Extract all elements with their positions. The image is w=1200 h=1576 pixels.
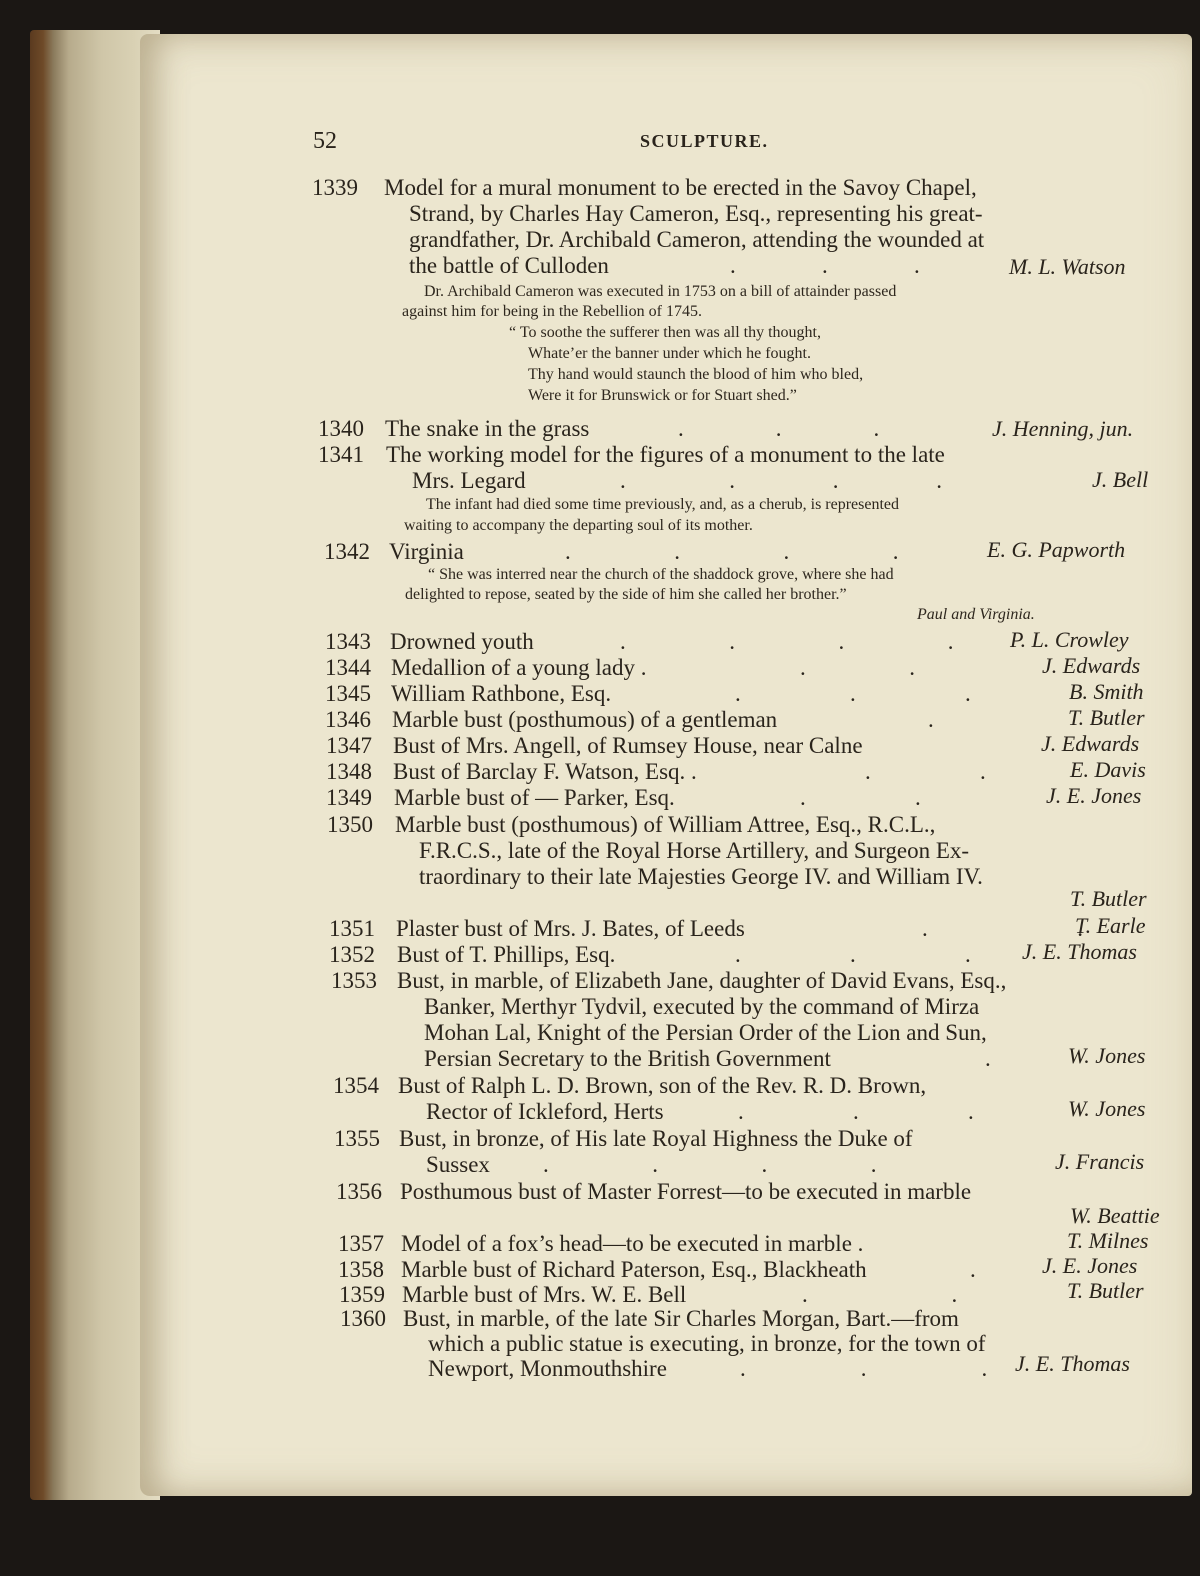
artist-name: W. Beattie [1070,1203,1160,1228]
entry-number: 1351 [329,916,375,941]
entry-number: 1342 [324,539,370,564]
artist-name: T. Butler [1067,1278,1144,1303]
entry-note-line: Dr. Archibald Cameron was executed in 1753 on a bill of attainder passed [424,283,897,300]
entry-number: 1349 [326,785,372,810]
leader-dots: . [985,1046,991,1071]
entry-title: Posthumous bust of Master Forrest—to be executed in marble [400,1179,972,1204]
running-title: SCULPTURE. [640,131,769,151]
entry-number: 1346 [325,707,371,732]
verse-line: Thy hand would staunch the blood of him who bled, [528,366,864,383]
entry-title: Virginia [389,539,464,564]
leader-dots: . [928,707,934,732]
entry-title-line: The working model for the figures of a monument to the late [386,442,945,467]
entry-number: 1359 [339,1282,385,1307]
leader-dots: . . . [740,1356,988,1381]
entry-title: Plaster bust of Mrs. J. Bates, of Leeds [396,916,745,941]
entry-note-line: “ She was interred near the church of the shaddock grove, where she had [428,566,894,583]
leader-dots: . . . . [620,468,942,493]
quote-source: Paul and Virginia. [917,606,1035,623]
artist-name: J. E. Jones [1042,1253,1138,1278]
artist-name: E. Davis [1070,757,1146,782]
entry-title-line: Mrs. Legard [412,468,526,493]
entry-title-line: Model for a mural monument to be erected in the Savoy Chapel, [384,175,977,200]
entry-number: 1353 [331,968,377,993]
artist-name: W. Jones [1068,1096,1146,1121]
verse-line: “ To soothe the sufferer then was all thy thought, [509,324,821,341]
verse-line: Whate’er the banner under which he fought. [528,345,811,362]
entry-title-line: Rector of Ickleford, Herts [426,1099,664,1124]
artist-name: J. Edwards [1041,731,1140,756]
leader-dots: . . . . [543,1152,877,1177]
artist-name: T. Earle [1075,913,1146,938]
entry-title: Drowned youth [390,629,534,654]
entry-title: Model of a fox’s head—to be executed in marble . [401,1231,864,1256]
verse-line: Were it for Brunswick or for Stuart shed.” [528,387,797,404]
entry-number: 1357 [338,1231,384,1256]
entry-title-line: F.R.C.S., late of the Royal Horse Artillery, and Surgeon Ex- [419,838,970,863]
entry-title-line: Sussex [426,1152,490,1177]
artist-name: J. Bell [1092,467,1149,492]
entry-number: 1344 [325,655,371,680]
entry-title-line: Bust, in bronze, of His late Royal Highness the Duke of [399,1126,913,1151]
entry-title: Marble bust of — Parker, Esq. [394,785,675,810]
entry-title: William Rathbone, Esq. [391,681,612,706]
entry-number: 1350 [327,812,373,837]
artist-name: W. Jones [1068,1043,1146,1068]
entry-title-line: Persian Secretary to the British Government [424,1046,831,1071]
artist-name: P. L. Crowley [1010,627,1129,652]
artist-name: B. Smith [1069,679,1144,704]
leader-dots: . . [800,655,915,680]
artist-name: T. Milnes [1067,1228,1149,1253]
leader-dots: . . [800,785,921,810]
artist-name: J. E. Jones [1046,783,1142,808]
entry-note-line: delighted to repose, seated by the side of him she called her brother.” [405,586,847,603]
entry-number: 1354 [333,1073,379,1098]
entry-title: Medallion of a young lady . [391,655,647,680]
artist-name: E. G. Papworth [987,537,1126,562]
entry-title-line: grandfather, Dr. Archibald Cameron, attending the wounded at [409,227,985,252]
artist-name: J. E. Thomas [1015,1351,1130,1376]
leader-dots: . . . [678,416,880,441]
entry-number: 1355 [334,1126,380,1151]
leader-dots: . . . [735,681,971,706]
leader-dots: . . . . [565,539,899,564]
entry-title-line: Bust of Ralph L. D. Brown, son of the Rev. R. D. Brown, [398,1073,927,1098]
entry-number: 1348 [326,759,372,784]
artist-name: J. E. Thomas [1022,939,1137,964]
artist-name: J. Henning, jun. [992,416,1134,441]
entry-title-line: which a public statue is executing, in bronze, for the town of [428,1331,986,1356]
leader-dots: . . . [730,253,920,278]
page-number: 52 [313,128,337,154]
entry-number: 1352 [329,942,375,967]
entry-title: Bust of Barclay F. Watson, Esq. . [393,759,697,784]
leader-dots: . . . [735,942,971,967]
entry-title: Bust of T. Phillips, Esq. [397,942,616,967]
entry-title-line: traordinary to their late Majesties George IV. and William IV. [419,864,983,889]
artist-name: T. Butler [1068,705,1145,730]
leader-dots: . . [802,1282,958,1307]
entry-number: 1341 [318,442,364,467]
entry-title-line: Mohan Lal, Knight of the Persian Order of the Lion and Sun, [424,1020,987,1045]
entry-number: 1345 [325,681,371,706]
entry-title: Marble bust of Mrs. W. E. Bell [402,1282,687,1307]
artist-name: T. Butler [1070,886,1147,911]
entry-title-line: Banker, Merthyr Tydvil, executed by the command of Mirza [424,994,980,1019]
entry-number: 1360 [340,1306,386,1331]
entry-title-line: Newport, Monmouthshire [428,1356,667,1381]
entry-title: Marble bust of Richard Paterson, Esq., Blackheath [401,1257,867,1282]
artist-name: J. Francis [1055,1149,1145,1174]
entry-title-line: the battle of Culloden [409,253,609,278]
artist-name: J. Edwards [1042,653,1141,678]
artist-name: M. L. Watson [1009,254,1126,279]
leader-dots: . . [865,759,986,784]
entry-note-line: waiting to accompany the departing soul of its mother. [404,517,753,534]
entry-note-line: The infant had died some time previously, and, as a cherub, is represented [426,496,900,513]
leader-dots: . [970,1257,976,1282]
entry-title-line: Bust, in marble, of the late Sir Charles Morgan, Bart.—from [403,1306,959,1331]
leader-dots: . . . [738,1099,974,1124]
leader-dots: . . . . [620,629,954,654]
entry-number: 1347 [326,733,372,758]
leader-dots: . . [922,916,1083,941]
entry-number: 1340 [318,416,364,441]
entry-title: The snake in the grass [385,416,590,441]
entry-note-line: against him for being in the Rebellion of 1745. [402,303,702,320]
entry-title: Bust of Mrs. Angell, of Rumsey House, near Calne [393,733,863,758]
entry-number: 1358 [338,1257,384,1282]
entry-title-line: Strand, by Charles Hay Cameron, Esq., representing his great- [409,201,983,226]
entry-title-line: Marble bust (posthumous) of William Attree, Esq., R.C.L., [395,812,936,837]
entry-number: 1339 [312,175,358,200]
entry-number: 1343 [325,629,371,654]
entry-title: Marble bust (posthumous) of a gentleman [392,707,778,732]
entry-title-line: Bust, in marble, of Elizabeth Jane, daughter of David Evans, Esq., [397,968,1007,993]
entry-number: 1356 [336,1179,382,1204]
